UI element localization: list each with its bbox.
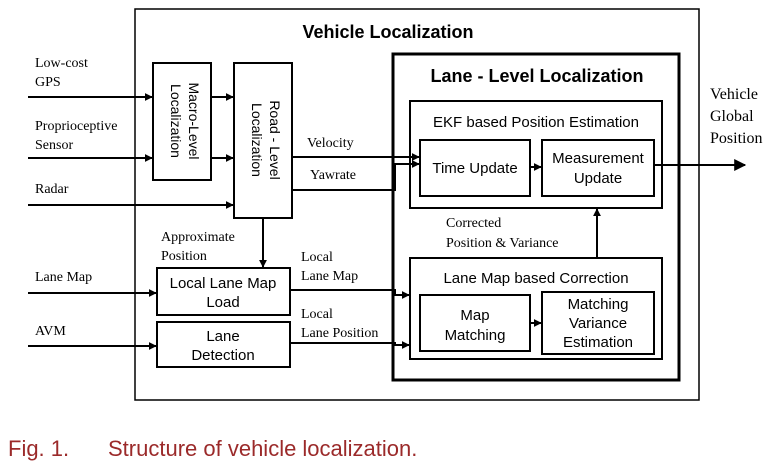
signal-local-lane-map-line1: Local bbox=[301, 250, 333, 265]
lane-map-load-line1: Local Lane Map bbox=[169, 275, 277, 292]
signal-local-lane-map-line2: Lane Map bbox=[301, 269, 359, 284]
input-radar: Radar bbox=[35, 182, 69, 197]
variance-line1: Matching bbox=[567, 296, 629, 313]
input-avm: AVM bbox=[35, 324, 66, 339]
lane-map-load-line2: Load bbox=[206, 294, 240, 311]
signal-approx-line2: Position bbox=[161, 249, 207, 264]
lane-detection-line1: Lane bbox=[206, 328, 240, 345]
input-gps-line1: Low-cost bbox=[35, 56, 88, 71]
signal-approx-line1: Approximate bbox=[161, 230, 235, 245]
signal-velocity: Velocity bbox=[307, 136, 354, 151]
measurement-update-line1: Measurement bbox=[552, 150, 644, 167]
input-gps-line2: GPS bbox=[35, 75, 61, 90]
road-level-line2: Localization bbox=[249, 103, 265, 177]
vehicle-localization-title: Vehicle Localization bbox=[302, 22, 474, 42]
time-update-label: Time Update bbox=[432, 160, 518, 177]
road-level-line1: Road - Level bbox=[267, 100, 283, 180]
output-line3: Position bbox=[710, 130, 763, 147]
measurement-update-box bbox=[542, 140, 654, 196]
corrected-line2: Position & Variance bbox=[446, 236, 559, 251]
variance-line2: Variance bbox=[568, 315, 628, 332]
lane-detection-line2: Detection bbox=[191, 347, 255, 364]
input-proprio-line1: Proprioceptive bbox=[35, 119, 118, 134]
macro-level-line2: Localization bbox=[168, 84, 184, 158]
signal-local-lane-pos-line1: Local bbox=[301, 307, 333, 322]
caption-text: Structure of vehicle localization. bbox=[108, 436, 418, 461]
map-matching-line2: Matching bbox=[444, 327, 506, 344]
corrected-line1: Corrected bbox=[446, 216, 502, 231]
arrow-local-lane-map bbox=[290, 290, 409, 295]
input-lane-map: Lane Map bbox=[35, 270, 93, 285]
input-proprio-line2: Sensor bbox=[35, 138, 74, 153]
variance-line3: Estimation bbox=[562, 334, 634, 351]
arrow-local-lane-position bbox=[290, 343, 409, 345]
caption-number: Fig. 1. bbox=[8, 436, 70, 461]
lane-level-title: Lane - Level Localization bbox=[430, 66, 644, 86]
signal-yawrate: Yawrate bbox=[310, 168, 357, 183]
map-matching-line1: Map bbox=[460, 307, 490, 324]
figure-caption bbox=[8, 436, 417, 462]
correction-title: Lane Map based Correction bbox=[443, 270, 629, 287]
output-line1: Vehicle bbox=[710, 86, 758, 103]
measurement-update-line2: Update bbox=[573, 170, 623, 187]
signal-local-lane-pos-line2: Lane Position bbox=[301, 326, 379, 341]
macro-level-line1: Macro-Level bbox=[186, 82, 202, 160]
output-line2: Global bbox=[710, 108, 754, 125]
ekf-title: EKF based Position Estimation bbox=[433, 114, 639, 131]
